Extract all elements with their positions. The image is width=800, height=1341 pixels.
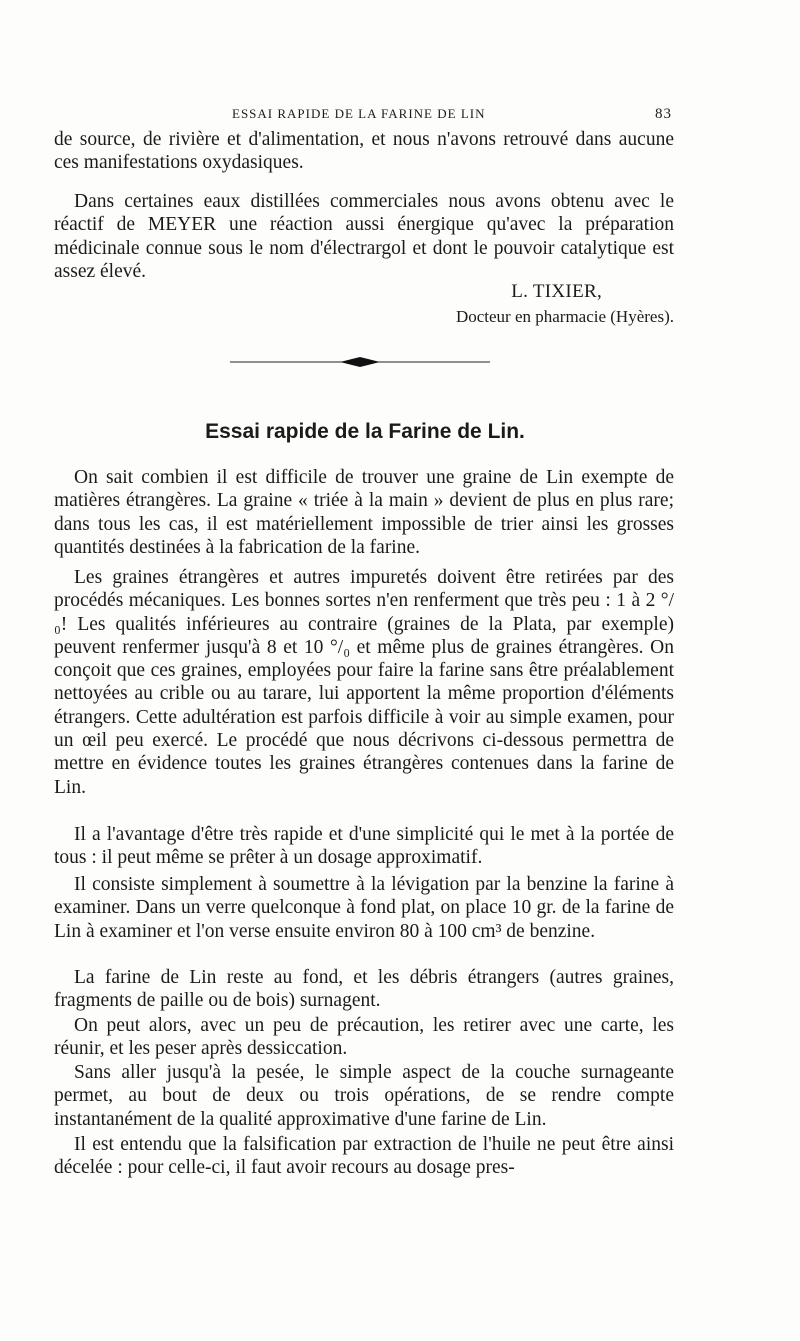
page-number: 83 — [655, 106, 672, 122]
section-title: Essai rapide de la Farine de Lin. — [205, 420, 525, 443]
signature-name: L. TIXIER, — [511, 281, 602, 302]
body-paragraph-4: Il consiste simplement à soumettre à la lévigation par la benzine la farine à examiner. Dans un verre quelconque à fond plat, on place 10 gr. de la farine de Lin à examiner et l'on verse ensuite environ 80 à 100 cm³ de benzine. — [54, 874, 674, 942]
body-paragraph-5: La farine de Lin reste au fond, et les débris étrangers (autres graines, fragments de paille ou de bois) surnagent. — [54, 967, 674, 1012]
intro-paragraph-2: Dans certaines eaux distillées commerciales nous avons obtenu avec le réactif de MEYER une réaction aussi énergique qu'avec la préparation médicinale connue sous le nom d'électrargol et dont le pouvoir catalytique est assez élevé. — [54, 191, 674, 282]
running-header — [54, 106, 674, 128]
running-title: ESSAI RAPIDE DE LA FARINE DE LIN — [232, 106, 486, 121]
body-paragraph-7: Sans aller jusqu'à la pesée, le simple aspect de la couche surnageante permet, au bout de deux ou trois opérations, de se rendre compte instantanément de la qualité approximative d'une farine de Lin. — [54, 1062, 674, 1130]
body-paragraph-3: Il a l'avantage d'être très rapide et d'une simplicité qui le met à la portée de tous : il peut même se prêter à un dosage approximatif. — [54, 824, 674, 869]
body-paragraph-6: On peut alors, avec un peu de précaution, les retirer avec une carte, les réunir, et les peser après dessiccation. — [54, 1015, 674, 1060]
signature-title: Docteur en pharmacie (Hyères). — [455, 307, 674, 326]
body-paragraph-2: Les graines étrangères et autres impuretés doivent être retirées par des procédés mécaniques. Les bonnes sortes n'en renferment que très peu : 1 à 2 °/₀! Les qualités inférieures au contraire (graines de la Plata, par exemple) peuvent renfermer jusqu'à 8 et 10 °/₀ et même plus de graines étrangères. On conçoit que ces graines, employées pour faire la farine sans être préalablement nettoyées au crible ou au tarare, lui apportent la même proportion d'éléments étrangers. Cette adultération est parfois difficile à voir au simple examen, pour un œil peu exercé. Le procédé que nous décrivons ci-dessous permettra de mettre en évidence toutes les graines étrangères contenues dans la farine de Lin. — [54, 567, 674, 798]
body-paragraph-1: On sait combien il est difficile de trouver une graine de Lin exempte de matières étrangères. La graine « triée à la main » devient de plus en plus rare; dans tous les cas, il est matériellement impossible de trier ainsi les grosses quantités destinées à la fabrication de la farine. — [54, 467, 674, 558]
intro-paragraph-1: de source, de rivière et d'alimentation, et nous n'avons retrouvé dans aucune ces manifestations oxydasiques. — [54, 129, 674, 174]
body-paragraph-8: Il est entendu que la falsification par extraction de l'huile ne peut être ainsi décelée : pour celle-ci, il faut avoir recours au dosage pres- — [54, 1134, 674, 1179]
section-divider-ornament — [230, 355, 490, 369]
